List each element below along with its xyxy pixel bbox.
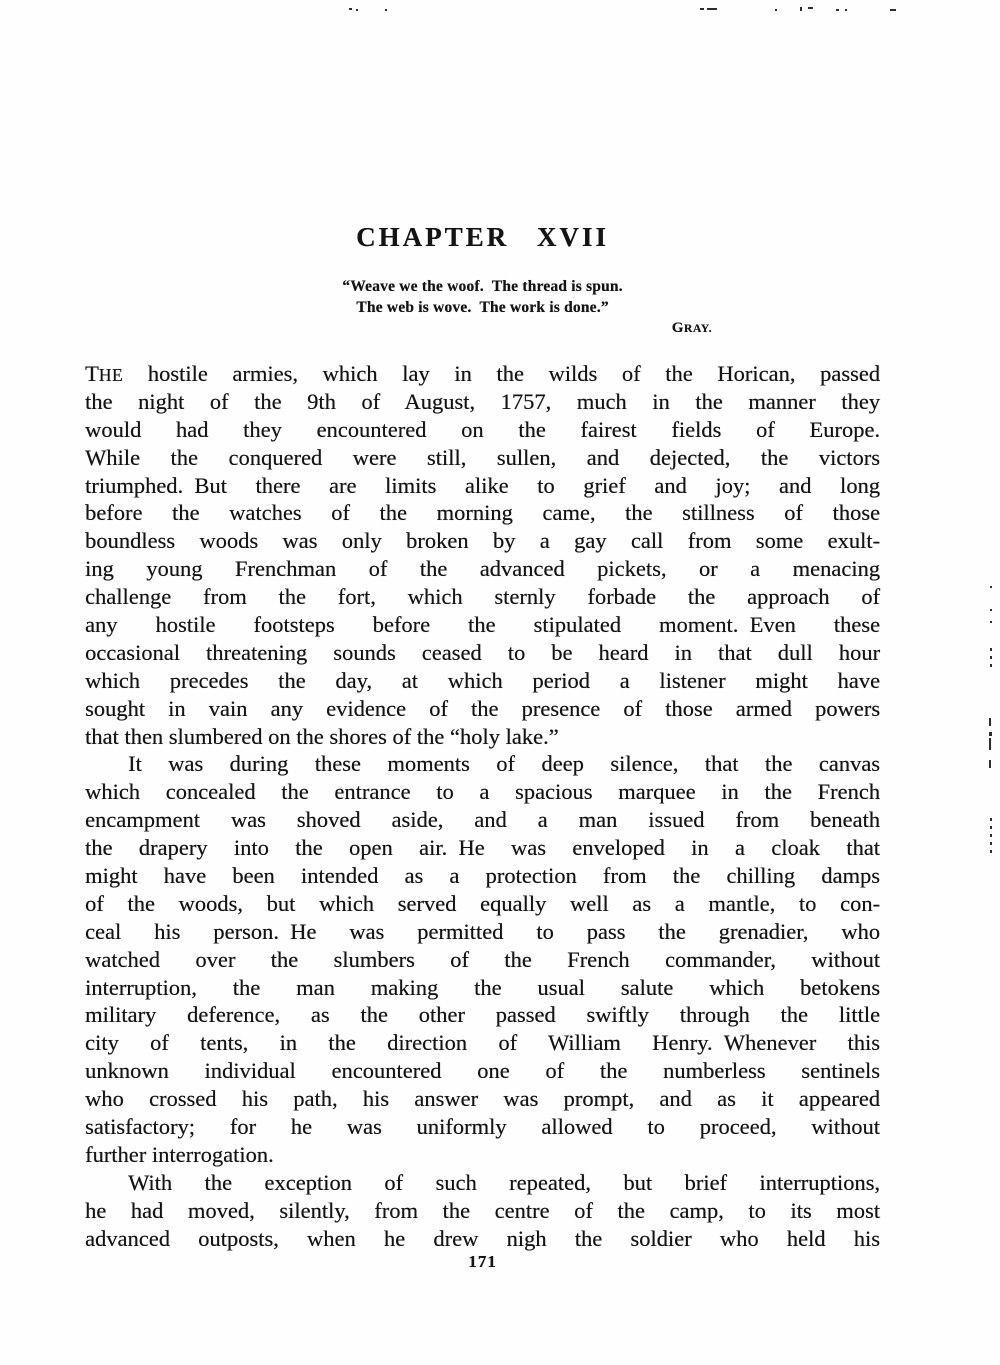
text-line: unknown individual encountered one of the numberless sentinels	[85, 1058, 880, 1084]
text-line: which precedes the day, at which period a listener might have	[85, 667, 880, 693]
text-line: of the woods, but which served equally well as a mantle, to con-	[85, 890, 880, 916]
scan-artifact	[990, 656, 992, 659]
scan-artifact	[990, 850, 992, 853]
scan-artifact	[700, 8, 704, 10]
text-line: encampment was shoved aside, and a man issued from beneath	[85, 807, 880, 833]
epigraph-attribution	[672, 318, 712, 340]
text-line: military deference, as the other passed swiftly through the little	[85, 1002, 880, 1028]
scan-artifact	[990, 586, 992, 588]
scan-artifact	[385, 9, 387, 11]
text-line: ing young Frenchman of the advanced pickets, or a menacing	[85, 556, 880, 582]
epigraph	[85, 277, 880, 336]
attribution-initial: G	[671, 320, 684, 336]
text-line: watched over the slumbers of the French commander, without	[85, 946, 880, 972]
epigraph-line-1: “Weave we the woof. The thread is spun.	[342, 278, 623, 295]
text-line: before the watches of the morning came, the stillness of those	[85, 500, 880, 526]
text-line: interruption, the man making the usual salute which betokens	[85, 974, 880, 1000]
text-line: he had moved, silently, from the centre of the camp, to its most	[85, 1197, 880, 1223]
epigraph-line-2: The web is wove. The work is done.”	[356, 298, 609, 316]
text-line: further interrogation.	[85, 1141, 274, 1167]
text-line: advanced outposts, when he drew nigh the soldier who held his	[85, 1225, 880, 1251]
scan-artifact	[356, 9, 358, 11]
scan-artifact	[707, 8, 717, 10]
scan-artifact	[990, 664, 992, 667]
page-number: 171	[468, 1252, 497, 1271]
text-line: the night of the 9th of August, 1757, much in the manner they	[85, 388, 880, 414]
text-line: ceal his person. He was permitted to pass the grenadier, who	[85, 918, 880, 944]
text-line: any hostile footsteps before the stipulated moment. Even these	[85, 612, 880, 638]
text-line: While the conquered were still, sullen, and dejected, the victors	[85, 444, 880, 470]
scan-artifact	[836, 9, 839, 11]
scan-artifact	[349, 8, 352, 10]
chapter-heading: CHAPTER XVII	[356, 222, 609, 252]
scan-artifact	[808, 7, 813, 9]
text-line: would had they encountered on the fairest fields of Europe.	[85, 416, 880, 442]
scan-artifact	[990, 818, 992, 821]
scan-artifact	[990, 648, 992, 651]
scan-artifact	[890, 9, 896, 11]
text-line: city of tents, in the direction of William Henry. Whenever this	[85, 1030, 880, 1056]
text-line: sought in vain any evidence of the presence of those armed powers	[85, 695, 880, 721]
scan-artifact	[989, 718, 991, 726]
scan-artifact	[800, 7, 802, 11]
text-line: challenge from the fort, which sternly forbade the approach of	[85, 584, 880, 610]
text-line: who crossed his path, his answer was prompt, and as it appeared	[85, 1086, 880, 1112]
text-line: boundless woods was only broken by a gay call from some exult-	[85, 528, 880, 554]
text-line: THE hostile armies, which lay in the wilds of the Horican, passed	[85, 361, 880, 386]
scan-artifact	[989, 732, 992, 736]
scan-artifact	[990, 842, 992, 845]
scan-artifact	[989, 760, 991, 768]
text-line: occasional threatening sounds ceased to be heard in that dull hour	[85, 639, 880, 665]
scan-artifact	[990, 621, 992, 623]
scan-artifact	[990, 826, 992, 829]
text-line: might have been intended as a protection from the chilling damps	[85, 863, 880, 889]
text-line: triumphed. But there are limits alike to grief and joy; and long	[85, 472, 880, 498]
text-line: which concealed the entrance to a spacious marquee in the French	[85, 779, 880, 805]
scan-artifact	[989, 738, 991, 750]
scan-artifact	[990, 609, 992, 611]
body-text	[85, 360, 880, 1253]
text-line: With the exception of such repeated, but brief interruptions,	[128, 1169, 880, 1195]
text-line: that then slumbered on the shores of the “holy lake.”	[85, 723, 559, 749]
scan-artifact	[990, 834, 992, 837]
text-line: It was during these moments of deep silence, that the canvas	[128, 751, 880, 777]
text-line: the drapery into the open air. He was enveloped in a cloak that	[85, 835, 880, 861]
scan-artifact	[775, 9, 777, 11]
scan-artifact	[845, 9, 847, 11]
text-line: satisfactory; for he was uniformly allowed to proceed, without	[85, 1114, 880, 1140]
attribution-smallcaps: RAY.	[683, 322, 712, 335]
